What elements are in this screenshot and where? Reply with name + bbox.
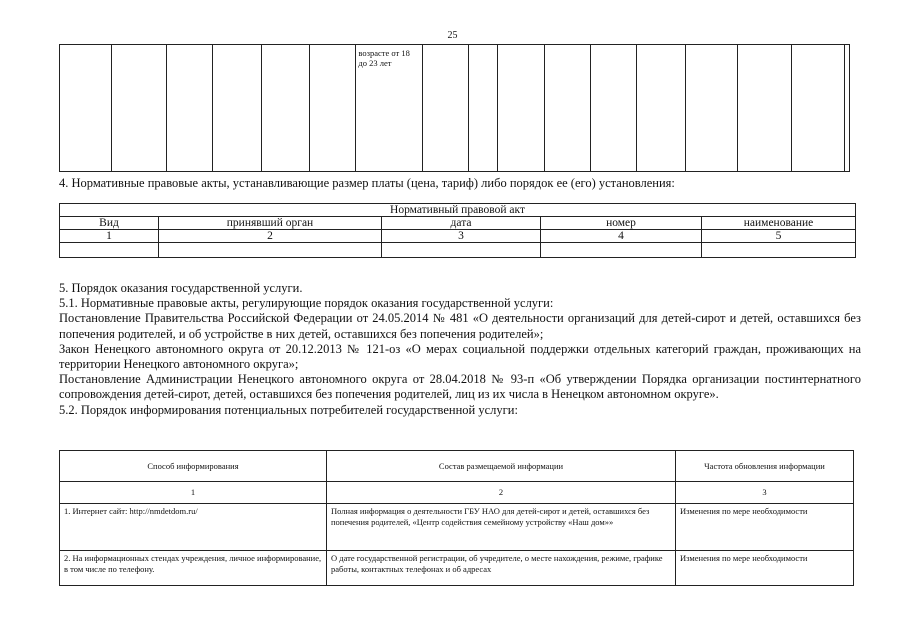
section5-1-heading: 5.1. Нормативные правовые акты, регулирующие порядок оказания государственной услуги: <box>59 296 554 311</box>
column-header: номер <box>541 217 702 230</box>
section4-heading: 4. Нормативные правовые акты, устанавливающие размер платы (цена, тариф) либо порядок ее (его) установления: <box>59 176 675 190</box>
legal-act-paragraph: Закон Ненецкого автономного округа от 20.12.2013 № 121-оз «О мерах социальной поддержки отдельных категорий граждан, проживающих на территории Ненецкого автономного округа»; <box>59 341 861 372</box>
informing-table <box>59 450 854 586</box>
column-header: принявший орган <box>159 217 382 230</box>
table-row <box>60 45 850 172</box>
column-number: 4 <box>541 230 702 243</box>
column-number: 3 <box>382 230 541 243</box>
column-header: наименование <box>702 217 856 230</box>
column-number: 1 <box>60 230 159 243</box>
column-number: 3 <box>676 482 854 504</box>
table-cell: Изменения по мере необходимости <box>676 504 854 551</box>
table-row <box>60 243 856 258</box>
table-cell: 2. На информационных стендах учреждения, личное информирование, в том числе по телефону. <box>60 551 327 586</box>
column-number: 5 <box>702 230 856 243</box>
table-header-row <box>60 217 856 230</box>
column-number: 2 <box>159 230 382 243</box>
table-cell: 1. Интернет сайт: http://nmdetdom.ru/ <box>60 504 327 551</box>
section5-text <box>59 281 861 418</box>
age-note-cell: возрасте от 18 до 23 лет <box>356 45 423 172</box>
table-cell: О дате государственной регистрации, об учредителе, о месте нахождения, режиме, графике работы, контактных телефонах и об адресах <box>327 551 676 586</box>
page-number: 25 <box>447 30 458 41</box>
legal-acts-table <box>59 203 856 258</box>
column-header: Частота обновления информации <box>676 451 854 482</box>
column-header: Вид <box>60 217 159 230</box>
table-row <box>60 504 854 551</box>
table-row <box>60 551 854 586</box>
column-number: 1 <box>60 482 327 504</box>
legal-act-paragraph: Постановление Администрации Ненецкого автономного округа от 28.04.2018 № 93-п «Об утверждении Порядка организации постинтернатного сопровождения детей-сирот, детей, оставшихся без попечения родителей, лиц из их числа в Ненецком автономном округе». <box>59 372 861 402</box>
table-cell: Изменения по мере необходимости <box>676 551 854 586</box>
column-header: дата <box>382 217 541 230</box>
column-number: 2 <box>327 482 676 504</box>
table-row <box>60 204 856 217</box>
table-row <box>60 230 856 243</box>
column-header: Способ информирования <box>60 451 327 482</box>
section5-2-heading: 5.2. Порядок информирования потенциальных потребителей государственной услуги: <box>59 402 518 417</box>
legal-act-paragraph: Постановление Правительства Российской Федерации от 24.05.2014 № 481 «О деятельности организаций для детей-сирот и детей, оставшихся без попечения родителей, и об устройстве в них детей, оставшихся без попечения родителей»; <box>59 311 861 341</box>
top-table-continuation <box>59 44 850 172</box>
section5-heading: 5. Порядок оказания государственной услуги. <box>59 281 303 295</box>
table-row <box>60 482 854 504</box>
table-title: Нормативный правовой акт <box>60 204 856 217</box>
column-header: Состав размещаемой информации <box>327 451 676 482</box>
table-header-row <box>60 451 854 482</box>
table-cell: Полная информация о деятельности ГБУ НАО для детей-сирот и детей, оставшихся без попечения родителей, «Центр содействия семейному устройству «Наш дом»» <box>327 504 676 551</box>
